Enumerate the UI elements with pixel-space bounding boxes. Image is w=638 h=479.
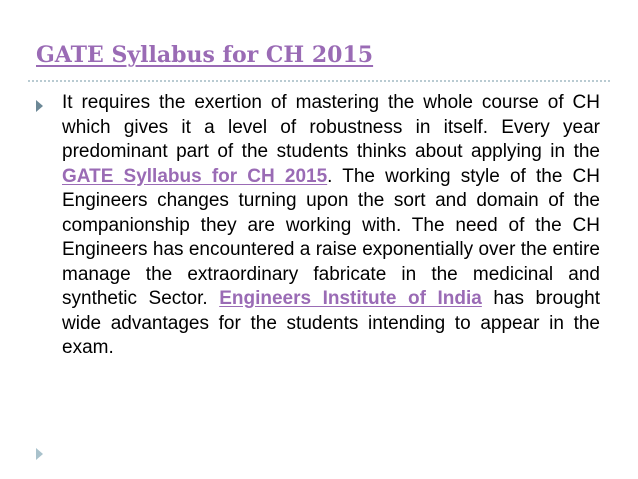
bullet-paragraph [62, 91, 600, 361]
empty-bullet-arrow-icon [36, 448, 43, 460]
engineers-institute-link[interactable]: Engineers Institute of India [219, 288, 482, 309]
bullet-arrow-icon [36, 100, 43, 112]
bullet-text-part-2: . The working style of the CH Engineers changes turning upon the sort and domain of the companionship they are working with. The need of the CH Engineers has encountered a raise exponentially over the entire manage the extraordinary fabricate in the medicinal and synthetic Sector. [62, 165, 600, 309]
bullet-text-part-3: has brought wide advantages for the students intending to appear in the exam. [62, 288, 600, 358]
gate-syllabus-link[interactable]: GATE Syllabus for CH 2015 [62, 165, 328, 187]
slide-title: GATE Syllabus for CH 2015 [36, 42, 374, 68]
title-divider [28, 80, 610, 82]
bullet-text-part-1: It requires the exertion of mastering the whole course of CH which gives it a level of robustness in itself. Every year predominant part of the students thinks about applying in the [62, 92, 600, 162]
